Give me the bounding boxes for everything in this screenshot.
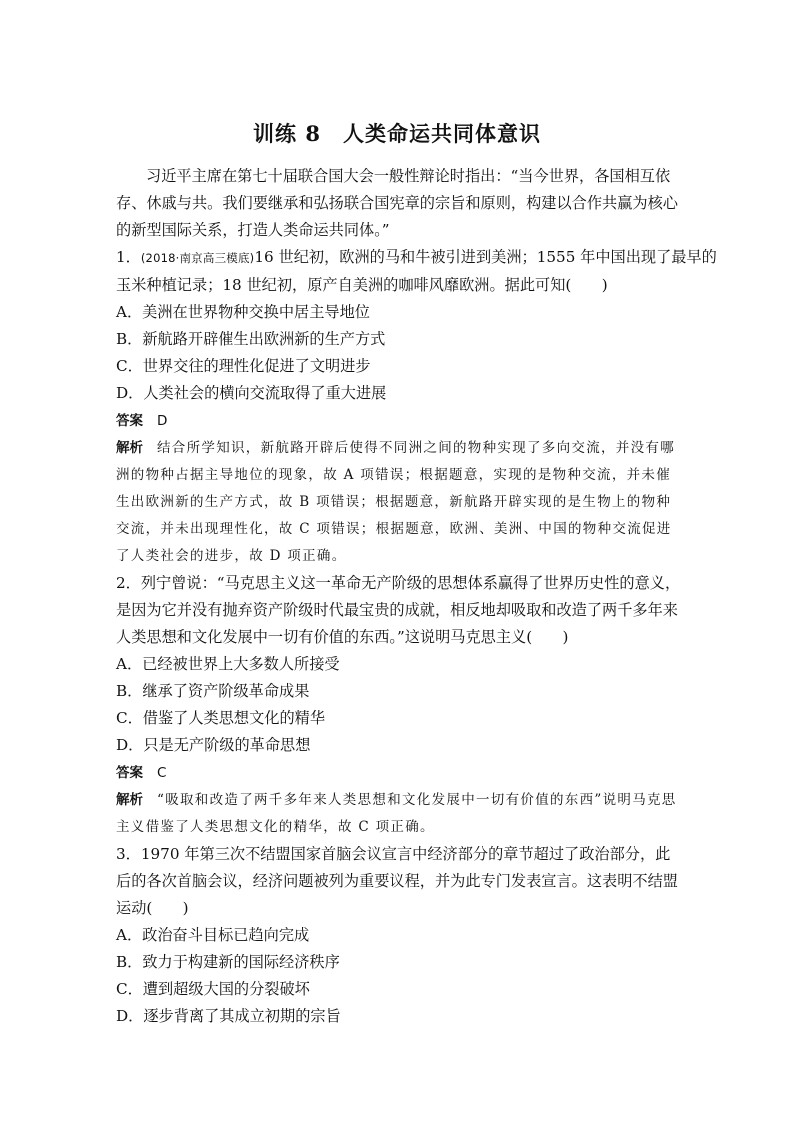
question-3 — [116, 841, 682, 1030]
question-1-option-d: D．人类社会的横向交流取得了重大进展 — [116, 384, 387, 402]
question-1-answer-value: D — [157, 413, 168, 429]
answer-label: 答案 — [116, 413, 143, 429]
page-title: 训练 8 人类命运共同体意识 — [253, 121, 541, 146]
question-1-source: (2018·南京高三模底) — [140, 251, 255, 265]
question-1 — [116, 244, 717, 570]
question-2-stem: 列宁曾说：“马克思主义这一革命无产阶级的思想体系赢得了世界历史性的意义，是因为它并没有抛弃资产阶级时代最宝贵的成就，相反地却吸取和改造了两千多年来人类思想和文化发展中一切有价值的东西。”这说明马克思主义( ) — [116, 574, 681, 646]
question-1-answer — [116, 407, 682, 435]
question-1-line-1 — [116, 244, 717, 272]
explanation-label: 解析 — [116, 792, 143, 808]
question-2-answer-value: C — [157, 765, 167, 781]
question-1-explanation — [116, 435, 682, 570]
question-3-stem: 1970 年第三次不结盟国家首脑会议宣言中经济部分的章节超过了政治部分，此后的各次首脑会议，经济问题被列为重要议程，并为此专门发表宣言。这表明不结盟运动( ) — [116, 845, 678, 917]
content — [116, 163, 717, 1030]
question-2-option-b: B．继承了资产阶级革命成果 — [116, 682, 310, 700]
question-2-explanation-text: “吸取和改造了两千多年来人类思想和文化发展中一切有价值的东西”说明马克思主义借鉴了人类思想文化的精华，故 C 项正确。 — [116, 792, 677, 835]
question-3-number: 3． — [116, 845, 141, 863]
question-3-option-b: B．致力于构建新的国际经济秩序 — [116, 953, 340, 971]
question-3-option-d: D．逐步背离了其成立初期的宗旨 — [116, 1007, 341, 1025]
answer-label: 答案 — [116, 765, 143, 781]
intro-paragraph: 习近平主席在第七十届联合国大会一般性辩论时指出：“当今世界，各国相互依存、休戚与共。我们要继承和弘扬联合国宪章的宗旨和原则，构建以合作共赢为核心的新型国际关系，打造人类命运共同体。” — [116, 167, 678, 239]
question-2-number: 2． — [116, 574, 141, 592]
question-1-option-b: B．新航路开辟催生出欧洲新的生产方式 — [116, 330, 386, 348]
question-1-text-line-1: 16 世纪初，欧洲的马和牛被引进到美洲；1555 年中国出现了最早的 — [254, 248, 717, 266]
question-2-option-c: C．借鉴了人类思想文化的精华 — [116, 709, 326, 727]
question-2 — [116, 570, 682, 841]
question-1-option-a: A．美洲在世界物种交换中居主导地位 — [116, 303, 370, 321]
explanation-label: 解析 — [116, 440, 143, 456]
question-3-option-a: A．政治奋斗目标已趋向完成 — [116, 926, 310, 944]
question-1-option-c: C．世界交往的理性化促进了文明进步 — [116, 357, 371, 375]
question-3-text — [116, 841, 682, 922]
question-3-option-c: C．遭到超级大国的分裂破坏 — [116, 980, 310, 998]
question-1-explanation-text: 结合所学知识，新航路开辟后使得不同洲之间的物种实现了多向交流，并没有哪洲的物种占据主导地位的现象，故 A 项错误；根据题意，实现的是物种交流，并未催生出欧洲新的生产方式，故 B 项错误；根据题意，新航路开辟实现的是生物上的物种交流，并未出现理性化，故 C 项错误；根据题意，欧洲、美洲、中国的物种交流促进了人类社会的进步，故 D 项正确。 — [116, 440, 675, 564]
question-2-option-a: A．已经被世界上大多数人所接受 — [116, 655, 340, 673]
question-2-option-d: D．只是无产阶级的革命思想 — [116, 736, 311, 754]
question-2-answer — [116, 759, 682, 787]
question-1-number: 1． — [116, 248, 141, 266]
question-2-explanation — [116, 787, 682, 841]
question-2-text — [116, 570, 682, 651]
question-1-text-line-2: 玉米种植记录；18 世纪初，原产自美洲的咖啡风靡欧洲。据此可知( ) — [116, 276, 608, 294]
